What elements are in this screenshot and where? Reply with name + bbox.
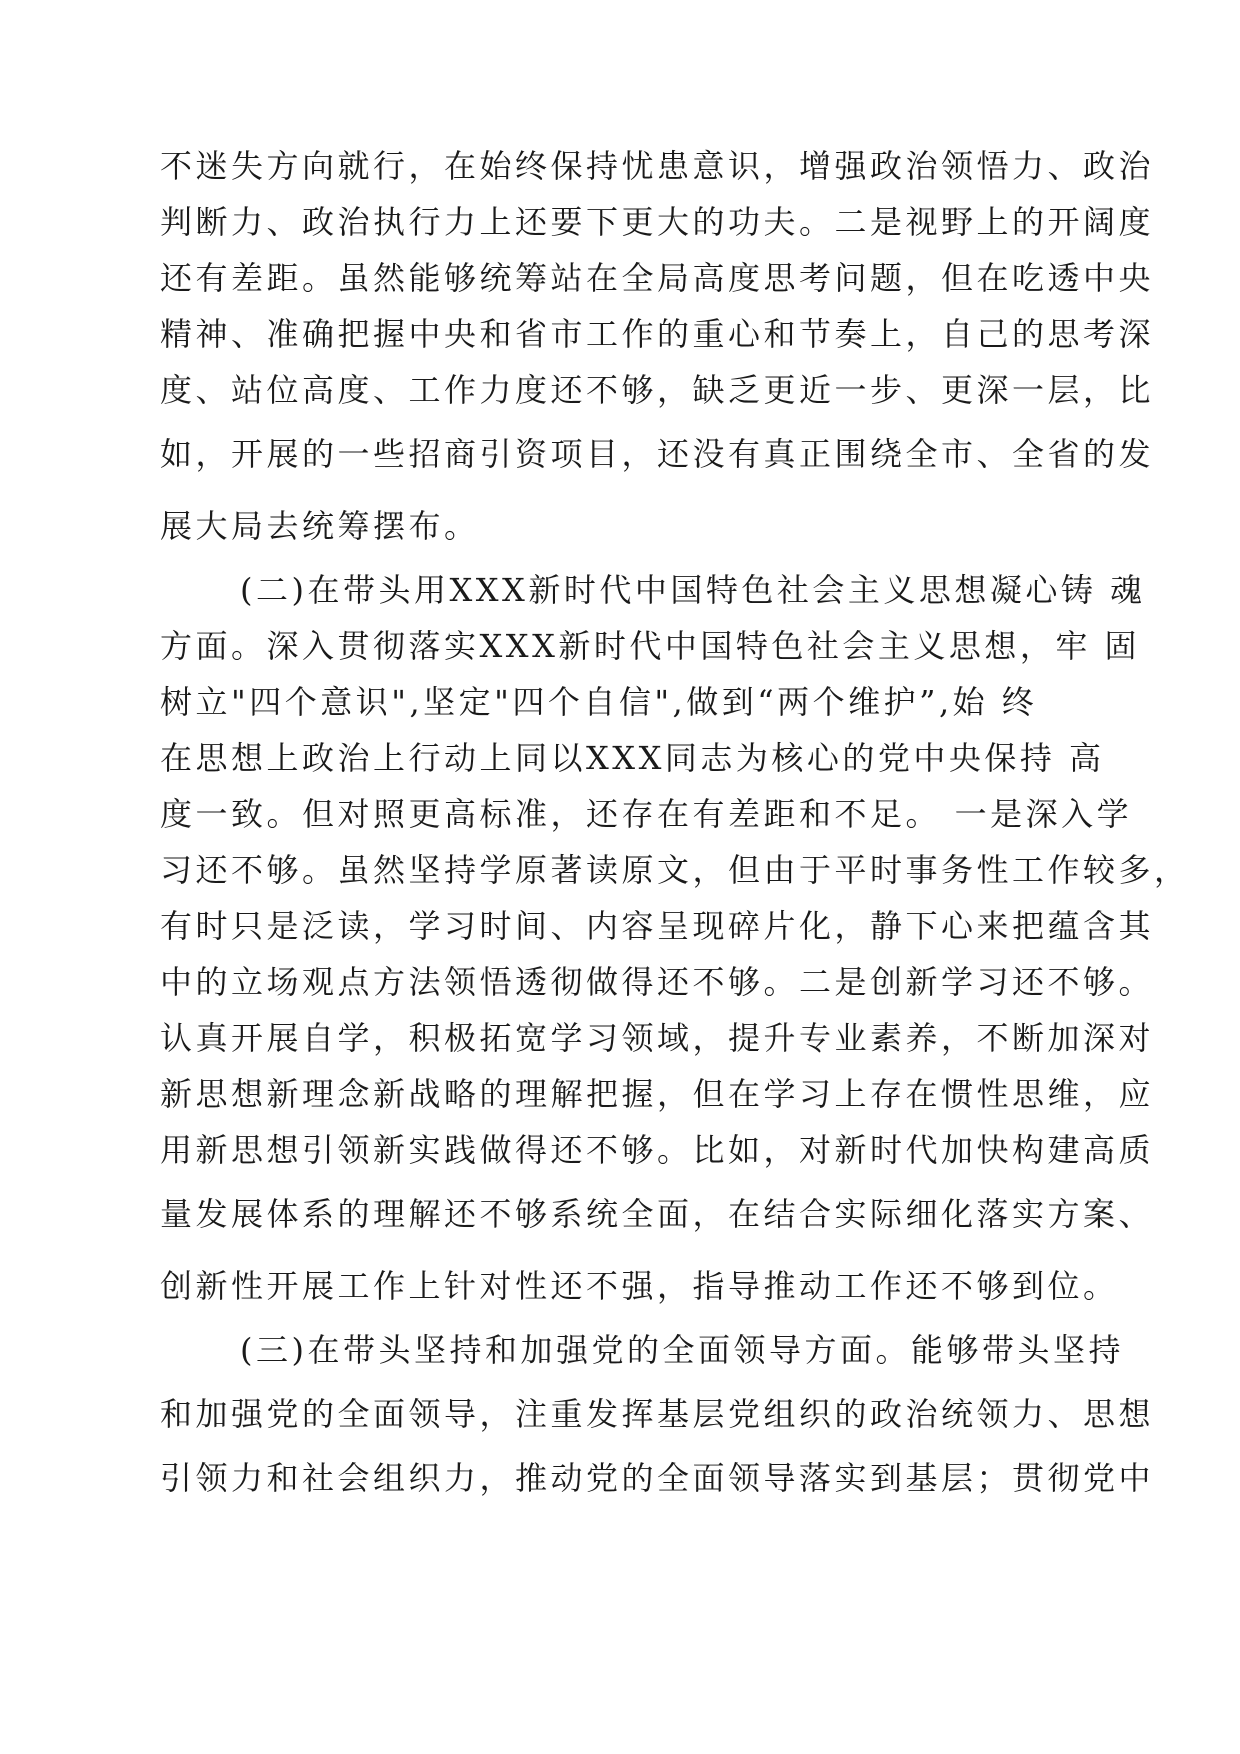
body-line: 习还不够。虽然坚持学原著读原文，但由于平时事务性工作较多， [160,851,1190,889]
body-line: 新思想新理念新战略的理解把握，但在学习上存在惯性思维，应 [160,1075,1155,1113]
section-heading-line: (二)在带头用XXX新时代中国特色社会主义思想凝心铸 魂 [240,571,1146,609]
body-line: 度一致。但对照更高标准，还存在有差距和不足。 一是深入学 [160,795,1133,833]
body-line: 方面。深入贯彻落实XXX新时代中国特色社会主义思想，牢 固 [160,627,1141,665]
section-heading-line: (三)在带头坚持和加强党的全面领导方面。能够带头坚持 [240,1331,1124,1369]
body-line: 和加强党的全面领导，注重发挥基层党组织的政治统领力、思想 [160,1395,1155,1433]
body-line: 还有差距。虽然能够统筹站在全局高度思考问题，但在吃透中央 [160,259,1155,297]
body-line: 判断力、政治执行力上还要下更大的功夫。二是视野上的开阔度 [160,203,1155,241]
body-line: 树立"四个意识",坚定"四个自信",做到“两个维护”,始 终 [160,683,1038,721]
body-line: 认真开展自学，积极拓宽学习领域，提升专业素养，不断加深对 [160,1019,1155,1057]
body-line: 不迷失方向就行，在始终保持忧患意识，增强政治领悟力、政治 [160,147,1155,185]
body-line: 在思想上政治上行动上同以XXX同志为核心的党中央保持 高 [160,739,1105,777]
body-line: 用新思想引领新实践做得还不够。比如，对新时代加快构建高质 [160,1131,1155,1169]
body-line: 量发展体系的理解还不够系统全面，在结合实际细化落实方案、 [160,1195,1155,1233]
body-line: 如，开展的一些招商引资项目，还没有真正围绕全市、全省的发 [160,435,1155,473]
body-line: 引领力和社会组织力，推动党的全面领导落实到基层；贯彻党中 [160,1459,1155,1497]
document-body [160,138,1190,1506]
body-line: 创新性开展工作上针对性还不强，指导推动工作还不够到位。 [160,1267,1119,1305]
body-line: 中的立场观点方法领悟透彻做得还不够。二是创新学习还不够。 [160,963,1155,1001]
body-line: 展大局去统筹摆布。 [160,507,480,545]
body-line: 有时只是泛读，学习时间、内容呈现碎片化，静下心来把蕴含其 [160,907,1155,945]
body-line: 精神、准确把握中央和省市工作的重心和节奏上，自己的思考深 [160,315,1155,353]
body-line: 度、站位高度、工作力度还不够，缺乏更近一步、更深一层，比 [160,371,1155,409]
